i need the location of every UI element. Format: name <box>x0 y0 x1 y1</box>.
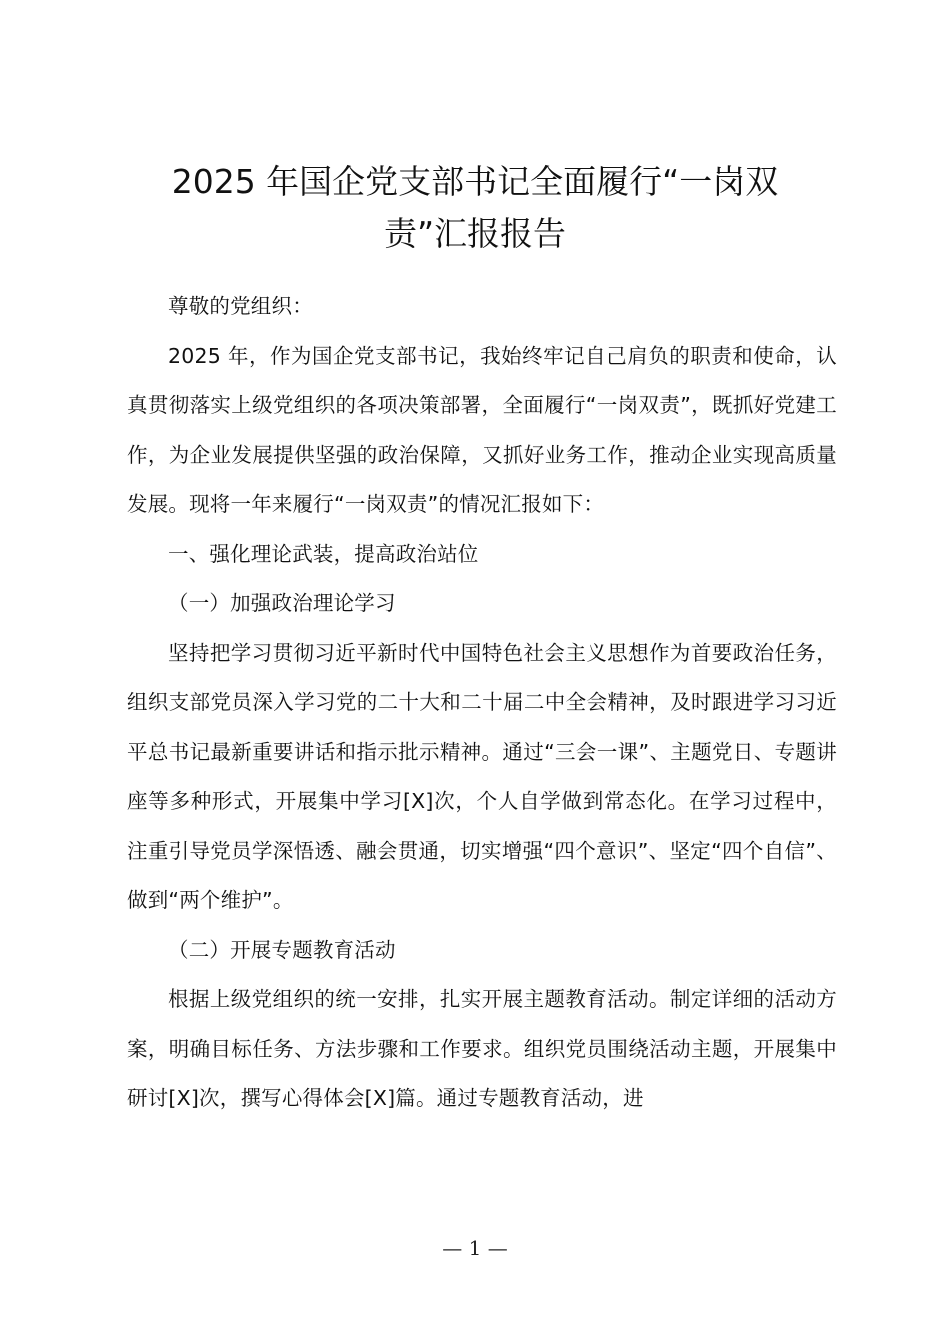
page-number: — 1 — <box>442 1236 508 1260</box>
document-title-line-1: 2025 年国企党支部书记全面履行“一岗双 <box>171 162 779 201</box>
subsection-1-paragraph: 坚持把学习贯彻习近平新时代中国特色社会主义思想作为首要政治任务，组织支部党员深入学习党的二十大和二十届二中全会精神，及时跟进学习习近平总书记最新重要讲话和指示批示精神。通过“三会一课”、主题党日、专题讲座等多种形式，开展集中学习[X]次，个人自学做到常态化。在学习过程中，注重引导党员学深悟透、融会贯通，切实增强“四个意识”、坚定“四个自信”、做到“两个维护”。 <box>127 640 837 912</box>
subsection-2-heading: （二）开展专题教育活动 <box>168 937 396 962</box>
intro-paragraph: 2025 年，作为国企党支部书记，我始终牢记自己肩负的职责和使命，认真贯彻落实上级党组织的各项决策部署，全面履行“一岗双责”，既抓好党建工作，为企业发展提供坚强的政治保障，又抓好业务工作，推动企业实现高质量发展。现将一年来履行“一岗双责”的情况汇报如下： <box>127 343 837 516</box>
subsection-2-paragraph: 根据上级党组织的统一安排，扎实开展主题教育活动。制定详细的活动方案，明确目标任务、方法步骤和工作要求。组织党员围绕活动主题，开展集中研讨[X]次，撰写心得体会[X]篇。通过专题教育活动，进 <box>127 987 837 1110</box>
greeting: 尊敬的党组织： <box>168 294 313 318</box>
section-1-heading: 一、强化理论武装，提高政治站位 <box>168 541 479 566</box>
document-title-line-2: 责”汇报报告 <box>383 214 567 253</box>
subsection-1-heading: （一）加强政治理论学习 <box>168 591 396 615</box>
document-body <box>127 282 837 1124</box>
